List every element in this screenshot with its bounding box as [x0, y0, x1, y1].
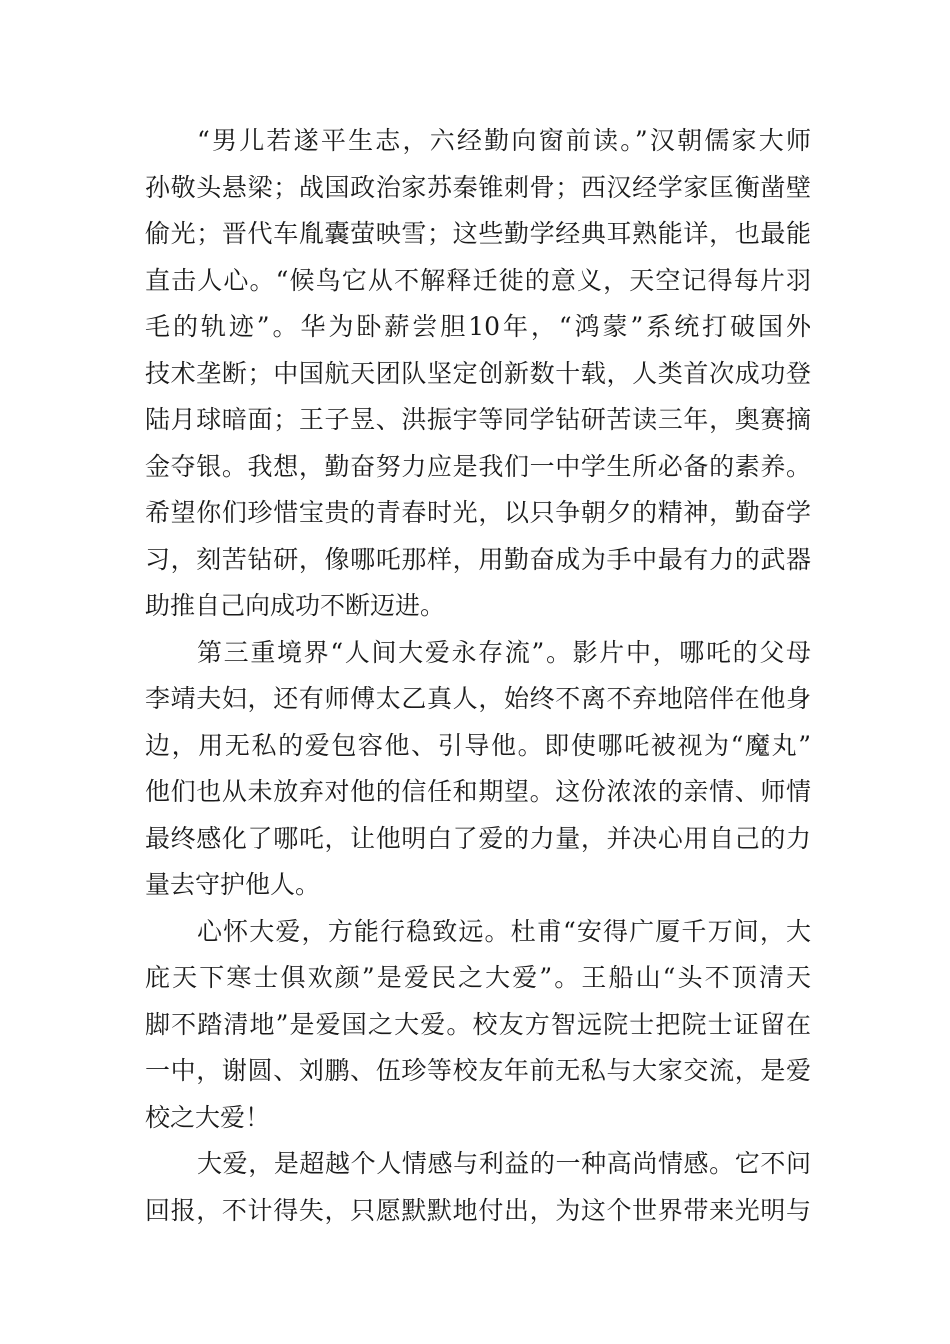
text-line: 孙敬头悬梁；战国政治家苏秦锥刺骨；西汉经学家匡衡凿壁 [145, 172, 811, 202]
text-line: 脚不踏清地”是爱国之大爱。校友方智远院士把院士证留在 [145, 1009, 811, 1039]
text-line: 边，用无私的爱包容他、引导他。即使哪吒被视为“魔丸” [145, 730, 811, 760]
text-line: 偷光；晋代车胤囊萤映雪；这些勤学经典耳熟能详，也最能 [145, 219, 811, 248]
text-line: 助推自己向成功不断迈进。 [145, 591, 446, 620]
text-line: 回报，不计得失，只愿默默地付出，为这个世界带来光明与 [145, 1195, 811, 1225]
text-line: 毛的轨迹”。华为卧薪尝胆10年，“鸿蒙”系统打破国外 [145, 312, 811, 341]
text-line: 金夺银。我想，勤奋努力应是我们一中学生所必备的素养。 [145, 451, 811, 481]
text-line: 第三重境界“人间大爱永存流”。影片中，哪吒的父母 [197, 637, 811, 667]
text-line: 陆月球暗面；王子昱、洪振宇等同学钻研苦读三年，奥赛摘 [145, 405, 811, 434]
body-text [145, 118, 811, 1234]
text-line: 最终感化了哪吒，让他明白了爱的力量，并决心用自己的力 [145, 823, 811, 853]
text-line: 大爱，是超越个人情感与利益的一种高尚情感。它不问 [197, 1149, 811, 1178]
text-line: 量去守护他人。 [145, 870, 321, 899]
text-line: 直击人心。“候鸟它从不解释迁徙的意义，天空记得每片羽 [145, 265, 811, 295]
text-line: 技术垄断；中国航天团队坚定创新数十载，人类首次成功登 [145, 358, 811, 388]
text-line: 庇天下寒士俱欢颜”是爱民之大爱”。王船山“头不顶清天 [145, 963, 811, 992]
text-line: 校之大爱！ [145, 1102, 271, 1132]
text-line: 希望你们珍惜宝贵的青春时光，以只争朝夕的精神，勤奋学 [145, 498, 811, 527]
text-line: 他们也从未放弃对他的信任和期望。这份浓浓的亲情、师情 [145, 777, 811, 806]
text-line: “男儿若遂平生志，六经勤向窗前读。”汉朝儒家大师 [197, 126, 811, 155]
text-line: 习，刻苦钻研，像哪吒那样，用勤奋成为手中最有力的武器 [145, 544, 811, 574]
text-line: 一中，谢圆、刘鹏、伍珍等校友年前无私与大家交流，是爱 [145, 1056, 811, 1085]
text-line: 心怀大爱，方能行稳致远。杜甫“安得广厦千万间，大 [197, 916, 811, 946]
text-line: 李靖夫妇，还有师傅太乙真人，始终不离不弃地陪伴在他身 [145, 684, 811, 713]
